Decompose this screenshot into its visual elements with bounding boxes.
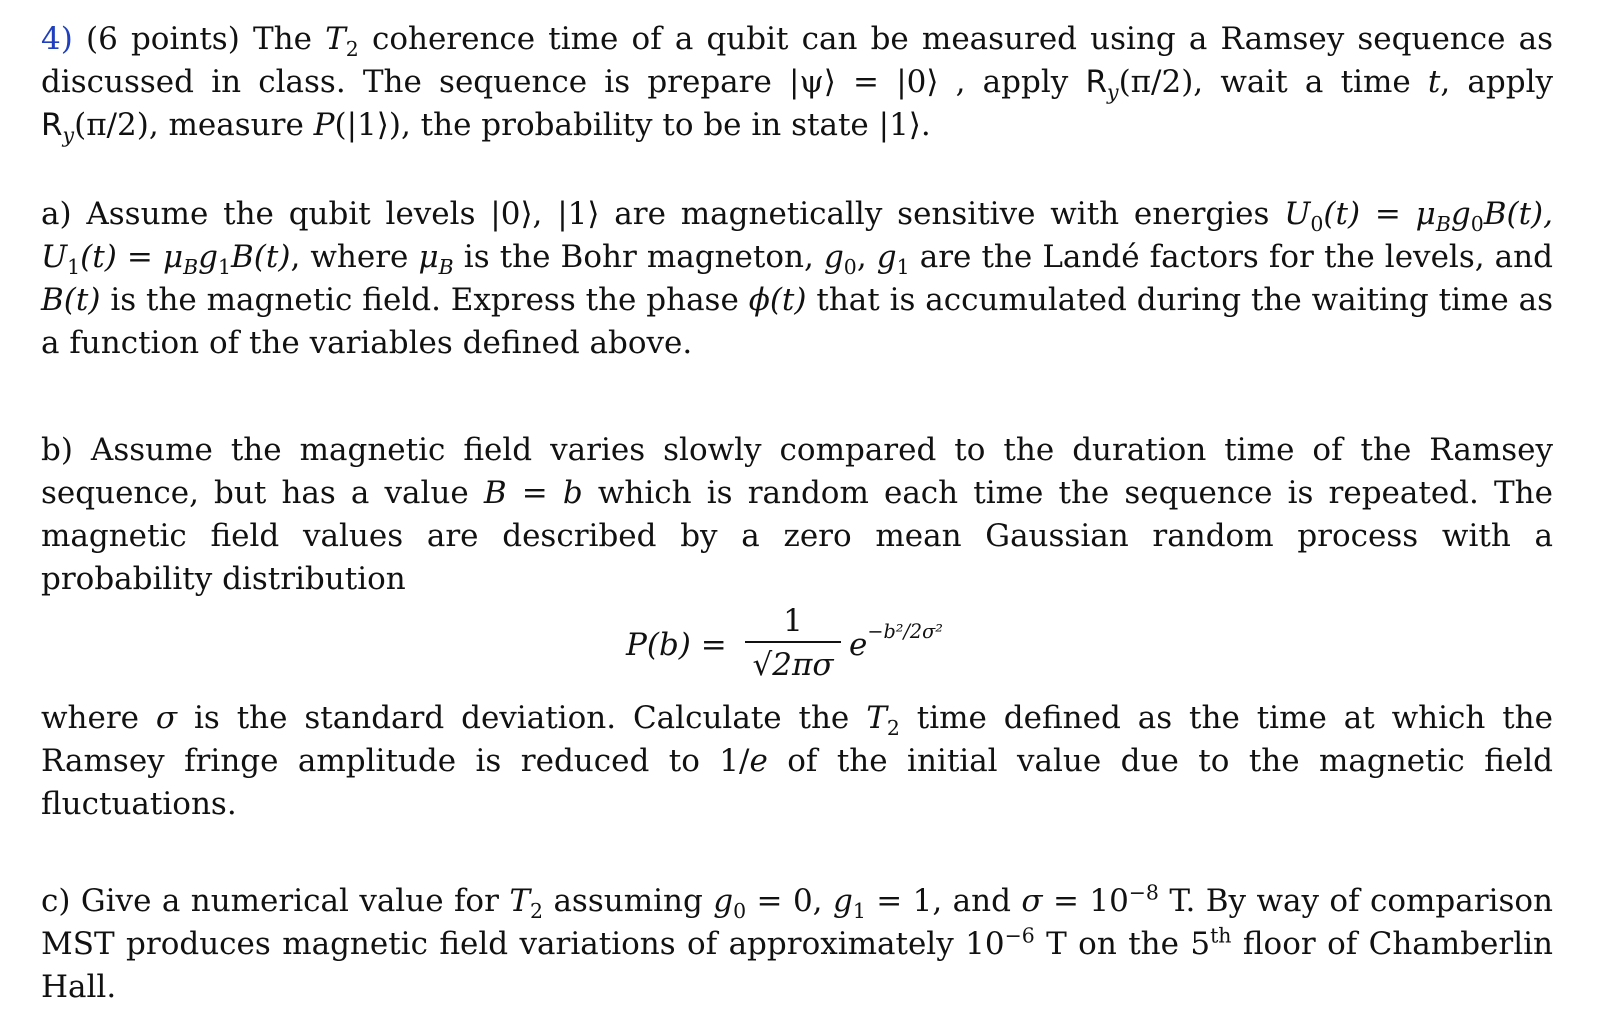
- u0-subscript: 0: [1310, 212, 1324, 237]
- g0-symbol: g: [823, 239, 844, 275]
- problem-page: [41, 18, 1553, 1009]
- part-b-text: b) Assume the magnetic field varies slowly compared to the duration time of the Ramsey sequence, but has a value: [41, 432, 1553, 511]
- problem-statement: [41, 18, 1553, 147]
- t-variable: t: [1427, 64, 1441, 100]
- u1-subscript: 1: [67, 255, 81, 280]
- t2-symbol: T: [866, 700, 887, 736]
- intro-text: (π/2), wait a time: [1118, 64, 1428, 100]
- intro-text: , apply: [1440, 64, 1553, 100]
- part-c-text: assuming: [543, 883, 714, 919]
- b-field-expression: B(t),: [1483, 196, 1553, 232]
- mu-subscript: B: [438, 255, 454, 280]
- ordinal-suffix: th: [1210, 923, 1232, 948]
- g0-subscript: 0: [733, 899, 747, 924]
- b-field-expression: B(t): [231, 239, 291, 275]
- part-c-text: T on the 5: [1034, 926, 1211, 962]
- formula-exponential: [849, 619, 943, 663]
- part-b-text: which is random each time the sequence is repeated. The magnetic field values are described by a zero mean Gaussian random process with a probability distribution: [41, 475, 1553, 597]
- part-a-text: ,: [856, 239, 877, 275]
- part-c-text: T. By way of comparison MST produces magnetic field variations of approximately 10: [41, 883, 1553, 962]
- g1-symbol: g: [876, 239, 897, 275]
- g0-symbol: g: [713, 883, 734, 919]
- ry-subscript: y: [1107, 80, 1119, 105]
- mu-symbol: μ: [418, 239, 439, 275]
- e-variable: e: [749, 743, 768, 779]
- g0-subscript: 0: [843, 255, 857, 280]
- sigma-symbol: σ: [155, 700, 178, 736]
- t2-subscript: 2: [345, 37, 359, 62]
- part-a-text: are the Landé factors for the levels, and: [909, 239, 1553, 275]
- g-subscript: 0: [1470, 212, 1484, 237]
- problem-number: 4): [41, 21, 73, 57]
- gaussian-formula: [41, 601, 1553, 697]
- formula-base: e: [849, 627, 868, 663]
- part-c-text: c) Give a numerical value for: [41, 883, 510, 919]
- ry-operator: R: [1085, 64, 1108, 100]
- formula-denominator: √2πσ: [752, 647, 834, 683]
- g1-symbol: g: [832, 883, 853, 919]
- ry-operator: R: [41, 107, 63, 143]
- t2-subscript: 2: [886, 716, 900, 741]
- u0-expression: (t) = μ: [1323, 196, 1436, 232]
- part-c: [41, 880, 1553, 1009]
- formula-lhs: P(b) =: [626, 627, 727, 663]
- mu-subscript: B: [1435, 212, 1451, 237]
- part-a-text: , where: [290, 239, 419, 275]
- ry-subscript: y: [62, 123, 75, 148]
- formula-fraction: [741, 601, 845, 687]
- part-b-text: where: [41, 700, 156, 736]
- part-c-text: = 10: [1042, 883, 1129, 919]
- part-a-text: is the Bohr magneton,: [453, 239, 824, 275]
- sigma-symbol: σ: [1021, 883, 1043, 919]
- g-symbol: g: [198, 239, 218, 275]
- intro-text: (|1⟩), the probability to be in state |1⟩.: [334, 107, 931, 143]
- part-b: [41, 429, 1553, 601]
- g1-subscript: 1: [852, 899, 866, 924]
- part-a-text: that is accumulated during the waiting time as a function of the variables defined above.: [41, 282, 1553, 361]
- part-c-text: = 0,: [746, 883, 833, 919]
- formula-exponent: −b²/2σ²: [867, 619, 943, 643]
- part-b-continued: [41, 697, 1553, 826]
- part-b-text: of the initial value due to the magnetic field fluctuations.: [41, 743, 1553, 822]
- b-field-symbol: B(t): [41, 282, 101, 318]
- part-c-text: floor of Chamberlin Hall.: [41, 926, 1553, 1005]
- part-a: [41, 193, 1553, 365]
- p-variable: P: [313, 107, 335, 143]
- g1-subscript: 1: [896, 255, 910, 280]
- part-a-text: a) Assume the qubit levels |0⟩, |1⟩ are magnetically sensitive with energies: [41, 196, 1285, 232]
- t2-symbol: T: [509, 883, 531, 919]
- mu-subscript: B: [183, 255, 199, 280]
- problem-points: (6 points): [85, 21, 240, 57]
- u1-expression: (t) = μ: [80, 239, 184, 275]
- exponent-minus-6: −6: [1004, 923, 1035, 948]
- part-b-text: time defined as the time at which the Ramsey fringe amplitude is reduced to 1/: [41, 700, 1553, 779]
- formula-numerator: 1: [783, 603, 803, 639]
- u1-symbol: U: [41, 239, 68, 275]
- g-symbol: g: [1450, 196, 1471, 232]
- intro-text: coherence time of a qubit can be measured using a Ramsey sequence as discussed in class. The sequence is prepare |ψ⟩ = |0⟩ , apply: [41, 21, 1554, 100]
- phi-symbol: ϕ(t): [748, 282, 807, 318]
- intro-text: The: [252, 21, 326, 57]
- part-c-text: = 1, and: [865, 883, 1022, 919]
- intro-text: (π/2), measure: [74, 107, 314, 143]
- t2-subscript: 2: [530, 899, 544, 924]
- g-subscript: 1: [218, 255, 232, 280]
- exponent-minus-8: −8: [1128, 880, 1159, 905]
- t2-symbol: T: [325, 21, 346, 57]
- part-a-text: is the magnetic field. Express the phase: [100, 282, 749, 318]
- u0-symbol: U: [1284, 196, 1311, 232]
- part-b-text: is the standard deviation. Calculate the: [177, 700, 867, 736]
- b-equation: B = b: [483, 475, 583, 511]
